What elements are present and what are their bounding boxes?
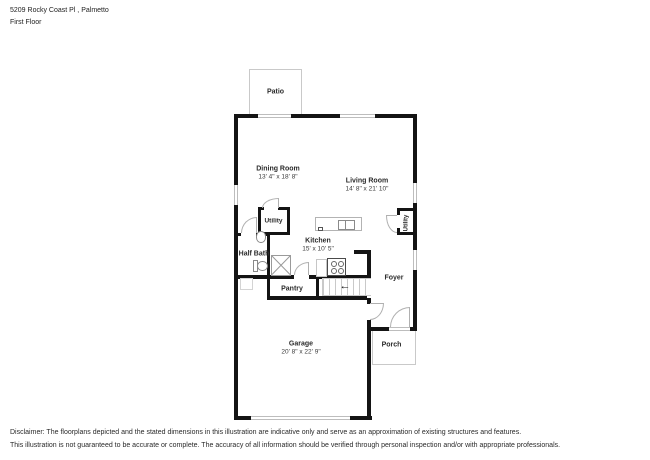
window-left bbox=[234, 185, 238, 205]
toilet-bowl bbox=[257, 261, 268, 271]
room-label-foyer: Foyer bbox=[384, 274, 404, 282]
burner-icon bbox=[331, 261, 337, 267]
address-line: 5209 Rocky Coast Pl , Palmetto bbox=[10, 7, 109, 14]
halfbath-door-gap bbox=[241, 233, 256, 237]
disclaimer-line-1: Disclaimer: The floorplans depicted and the stated dimensions in this illustration are indicative only and serve as an approximation of existing structures and features. bbox=[10, 429, 522, 436]
floor-line: First Floor bbox=[10, 19, 42, 26]
stove bbox=[327, 258, 346, 277]
counter-fixture bbox=[318, 227, 323, 231]
room-label-utility-closet: Utility bbox=[403, 214, 409, 231]
halfbath-door-arc bbox=[241, 217, 257, 233]
room-label-garage: Garage 20' 8" x 22' 9" bbox=[281, 340, 321, 355]
window-top-right bbox=[340, 114, 375, 118]
wall-stairs-bottom bbox=[267, 296, 371, 300]
wall-foyer-stub bbox=[354, 250, 371, 254]
burner-icon bbox=[338, 261, 344, 267]
utility-door-arc bbox=[262, 198, 279, 208]
kitchen-cabinet bbox=[316, 259, 327, 277]
window-right-foyer bbox=[413, 250, 417, 270]
understair-closet bbox=[271, 255, 291, 276]
kitchen-sink bbox=[338, 220, 355, 230]
burner-icon bbox=[331, 268, 337, 274]
wall-left bbox=[234, 114, 238, 420]
room-label-utility: Utility bbox=[264, 217, 283, 225]
closet-door-arc bbox=[386, 215, 397, 233]
halfbath-sink bbox=[256, 231, 267, 243]
garage-door-opening bbox=[251, 416, 350, 420]
burner-icon bbox=[338, 268, 344, 274]
stairs-direction-arrow-icon: ← bbox=[339, 280, 351, 292]
window-right-living bbox=[413, 183, 417, 203]
pantry-door-arc bbox=[294, 262, 309, 275]
room-label-porch: Porch bbox=[381, 341, 402, 348]
room-label-halfbath: Half Bath bbox=[238, 250, 270, 258]
window-top-left bbox=[258, 114, 291, 118]
room-label-dining: Dining Room 13' 4" x 18' 8" bbox=[256, 165, 300, 180]
pantry-door-gap bbox=[294, 275, 309, 279]
garage-entry-door-arc bbox=[370, 303, 384, 320]
room-label-pantry: Pantry bbox=[281, 285, 303, 292]
room-label-patio: Patio bbox=[266, 88, 285, 95]
x-mark-icon bbox=[272, 256, 290, 275]
room-label-living: Living Room 14' 8" x 21' 10" bbox=[345, 177, 389, 192]
water-heater bbox=[240, 278, 254, 291]
front-door-arc bbox=[390, 307, 410, 327]
sink-divider bbox=[345, 221, 346, 229]
room-label-kitchen: Kitchen 15' x 10' 5" bbox=[302, 237, 334, 253]
disclaimer-line-2: This illustration is not guaranteed to be accurate or complete. The accuracy of all information should be verified through personal inspection and/or with appropriate professionals. bbox=[10, 441, 561, 449]
